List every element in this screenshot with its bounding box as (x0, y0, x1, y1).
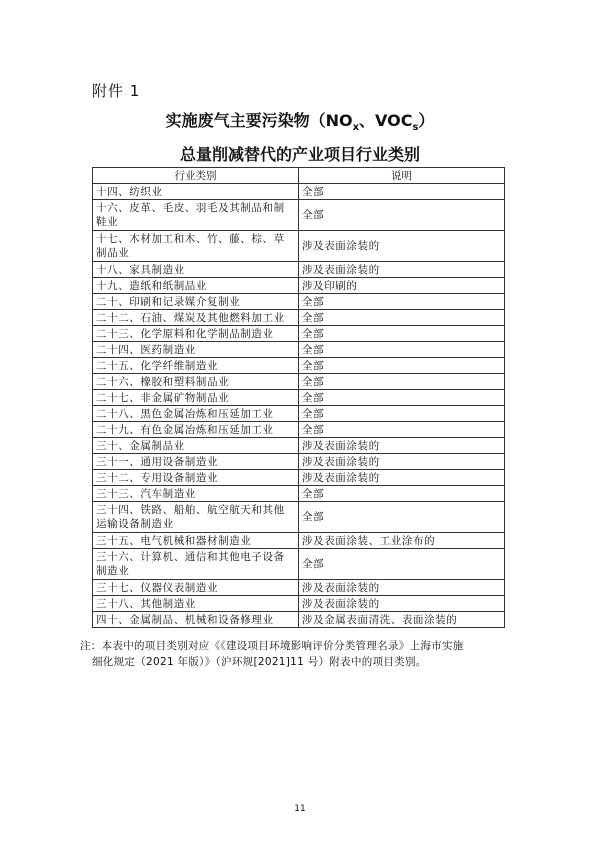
cell-industry: 三十一、通用设备制造业 (93, 454, 299, 470)
table-row (93, 262, 505, 278)
cell-description: 涉及表面涂装的 (299, 262, 505, 278)
cell-industry: 二十七、非金属矿物制品业 (93, 390, 299, 406)
cell-industry: 十六、皮革、毛皮、羽毛及其制品和制鞋业 (93, 200, 299, 231)
header-description: 说明 (299, 168, 505, 184)
table-note (80, 638, 520, 670)
cell-description: 涉及表面涂装的 (299, 580, 505, 596)
cell-industry: 三十三、汽车制造业 (93, 486, 299, 502)
table-row (93, 549, 505, 580)
cell-description: 涉及表面涂装的 (299, 231, 505, 262)
cell-industry: 二十六、橡胶和塑料制品业 (93, 374, 299, 390)
table-header-row (93, 168, 505, 184)
table-row (93, 486, 505, 502)
cell-description: 全部 (299, 406, 505, 422)
table-row (93, 612, 505, 628)
cell-description: 全部 (299, 549, 505, 580)
cell-description: 全部 (299, 294, 505, 310)
table-row (93, 294, 505, 310)
cell-description: 全部 (299, 374, 505, 390)
table-row (93, 533, 505, 549)
cell-description: 涉及表面涂装的 (299, 438, 505, 454)
title-subscript-s: s (412, 122, 419, 134)
cell-description: 涉及表面涂装的 (299, 596, 505, 612)
cell-industry: 十四、纺织业 (93, 184, 299, 200)
cell-industry: 二十、印刷和记录媒介复制业 (93, 294, 299, 310)
cell-industry: 二十五、化学纤维制造业 (93, 358, 299, 374)
table-row (93, 358, 505, 374)
table-row (93, 596, 505, 612)
cell-industry: 二十三、化学原料和化学制品制造业 (93, 326, 299, 342)
cell-industry: 十八、家具制造业 (93, 262, 299, 278)
table-row (93, 374, 505, 390)
title-prefix: 实施废气主要污染物（NO (165, 111, 353, 130)
table-row (93, 200, 505, 231)
table-row (93, 184, 505, 200)
note-line-1: 注：本表中的项目类别对应《《建设项目环境影响评价分类管理名录》上海市实施 (80, 640, 464, 652)
table-row (93, 580, 505, 596)
table-row (93, 326, 505, 342)
cell-description: 全部 (299, 486, 505, 502)
cell-description: 全部 (299, 184, 505, 200)
cell-industry: 三十四、铁路、船舶、航空航天和其他运输设备制造业 (93, 502, 299, 533)
cell-description: 全部 (299, 326, 505, 342)
table-row (93, 422, 505, 438)
cell-industry: 三十八、其他制造业 (93, 596, 299, 612)
table-row (93, 310, 505, 326)
table-row (93, 454, 505, 470)
table-body (93, 184, 505, 628)
cell-description: 全部 (299, 310, 505, 326)
cell-description: 全部 (299, 502, 505, 533)
cell-description: 涉及表面涂装的 (299, 454, 505, 470)
cell-description: 全部 (299, 422, 505, 438)
cell-industry: 三十二、专用设备制造业 (93, 470, 299, 486)
cell-industry: 十九、造纸和纸制品业 (93, 278, 299, 294)
cell-industry: 二十四、医药制造业 (93, 342, 299, 358)
table-row (93, 278, 505, 294)
document-title-line1 (0, 108, 600, 133)
page-number: 11 (294, 804, 306, 814)
cell-description: 全部 (299, 342, 505, 358)
cell-description: 涉及表面涂装、工业涂布的 (299, 533, 505, 549)
cell-industry: 十七、木材加工和木、竹、藤、棕、草制品业 (93, 231, 299, 262)
cell-industry: 二十九、有色金属冶炼和压延加工业 (93, 422, 299, 438)
cell-description: 全部 (299, 200, 505, 231)
header-industry-category: 行业类别 (93, 168, 299, 184)
cell-industry: 二十二、石油、煤炭及其他燃料加工业 (93, 310, 299, 326)
table-row (93, 406, 505, 422)
document-title-line2: 总量削减替代的产业项目行业类别 (179, 145, 420, 164)
cell-industry: 三十五、电气机械和器材制造业 (93, 533, 299, 549)
attachment-label: 附件 1 (92, 82, 141, 100)
table-row (93, 390, 505, 406)
cell-industry: 四十、金属制品、机械和设备修理业 (93, 612, 299, 628)
cell-description: 涉及印刷的 (299, 278, 505, 294)
cell-description: 涉及表面涂装的 (299, 470, 505, 486)
table-row (93, 342, 505, 358)
table-row (93, 231, 505, 262)
cell-industry: 二十八、黑色金属冶炼和压延加工业 (93, 406, 299, 422)
title-suffix: ） (418, 111, 435, 130)
note-line-2: 细化规定（2021 年版）》（沪环规[2021]11 号）附表中的项目类别。 (92, 656, 427, 668)
industry-category-table (92, 167, 505, 628)
title-subscript-x: x (352, 122, 360, 134)
table-row (93, 470, 505, 486)
cell-industry: 三十、金属制品业 (93, 438, 299, 454)
table-row (93, 438, 505, 454)
cell-description: 全部 (299, 358, 505, 374)
cell-description: 全部 (299, 390, 505, 406)
cell-industry: 三十六、计算机、通信和其他电子设备制造业 (93, 549, 299, 580)
cell-industry: 三十七、仪器仪表制造业 (93, 580, 299, 596)
cell-description: 涉及金属表面清洗、表面涂装的 (299, 612, 505, 628)
title-mid: 、VOC (359, 111, 413, 130)
table-row (93, 502, 505, 533)
